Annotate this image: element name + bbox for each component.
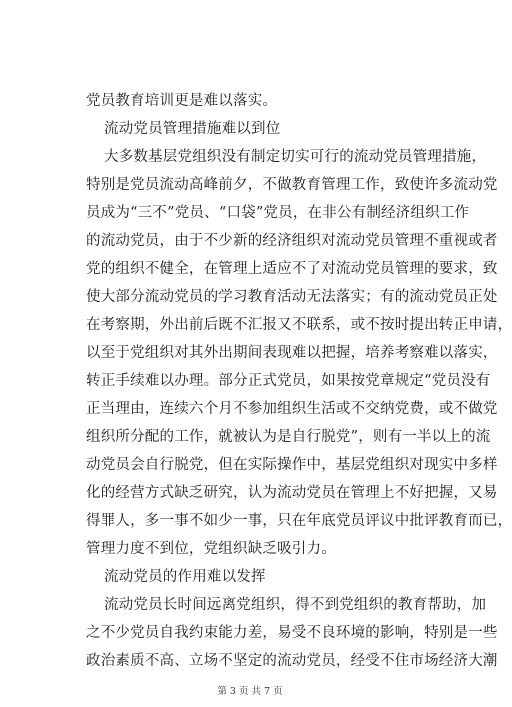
text-line: 特别是党员流动高峰前夕，不做教育管理工作，致使许多流动党 xyxy=(86,177,498,193)
text-line: 转正手续难以办理。部分正式党员，如果按党章规定“党员没有 xyxy=(86,373,491,389)
text-line: 政治素质不高、立场不坚定的流动党员，经受不住市场经济大潮 xyxy=(86,653,498,669)
section-heading: 流动党员的作用难以发挥 xyxy=(104,569,266,585)
text-line: 之不少党员自我约束能力差，易受不良环境的影响，特别是一些 xyxy=(86,625,498,641)
section-heading: 流动党员管理措施难以到位 xyxy=(104,121,281,137)
text-line: 正当理由，连续六个月不参加组织生活或不交纳党费，或不做党 xyxy=(86,401,498,417)
text-line: 管理力度不到位，党组织缺乏吸引力。 xyxy=(86,541,336,557)
text-line: 大多数基层党组织没有制定切实可行的流动党员管理措施， xyxy=(104,149,487,165)
text-line: 流动党员长时间远离党组织，得不到党组织的教育帮助，加 xyxy=(104,597,487,613)
text-line: 化的经营方式缺乏研究，认为流动党员在管理上不好把握，又易 xyxy=(86,485,498,501)
text-line: 以至于党组织对其外出期间表现难以把握，培养考察难以落实， xyxy=(86,345,498,361)
text-line: 得罪人，多一事不如少一事，只在年底党员评议中批评教育而已， xyxy=(86,513,512,529)
text-line: 党的组织不健全，在管理上适应不了对流动党员管理的要求，致 xyxy=(86,261,498,277)
text-line: 党员教育培训更是难以落实。 xyxy=(86,93,278,109)
text-line: 的流动党员，由于不少新的经济组织对流动党员管理不重视或者 xyxy=(86,233,498,249)
text-line: 组织所分配的工作，就被认为是自行脱党”，则有一半以上的流 xyxy=(86,429,491,445)
text-line: 在考察期，外出前后既不汇报又不联系，或不按时提出转正申请， xyxy=(86,317,512,333)
text-line: 使大部分流动党员的学习教育活动无法落实；有的流动党员正处 xyxy=(86,289,498,305)
text-line: 动党员会自行脱党，但在实际操作中，基层党组织对现实中多样 xyxy=(86,457,498,473)
page-footer: 第 3 页 共 7 页 xyxy=(217,686,283,697)
text-line: 员成为“三不”党员、“口袋”党员，在非公有制经济组织工作 xyxy=(86,205,470,221)
